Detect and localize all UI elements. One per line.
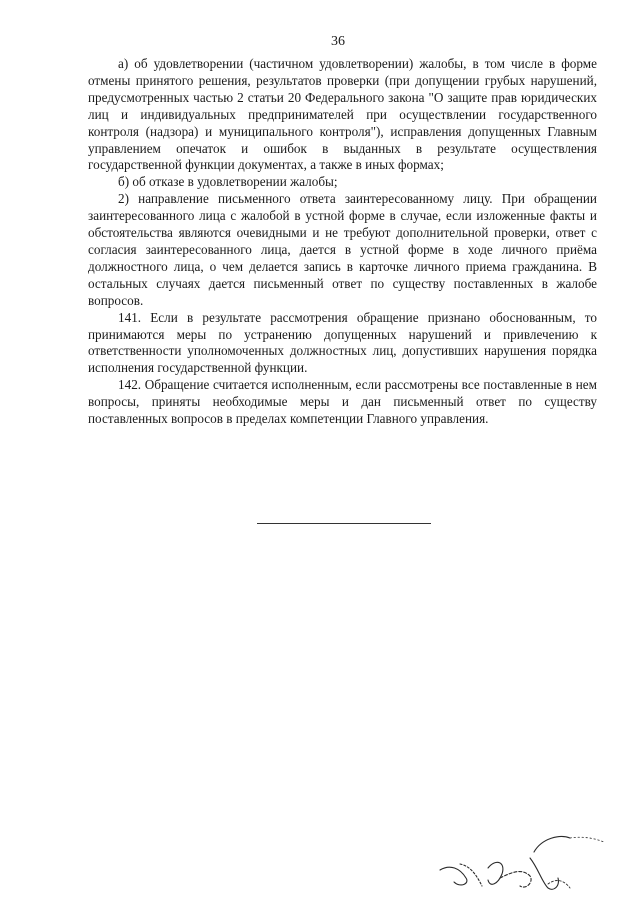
page-number: 36 — [331, 34, 345, 49]
section-divider — [257, 523, 431, 524]
paragraph-item-2: 2) направление письменного ответа заинтересованному лицу. При обращении заинтересованного лица с жалобой в устной форме в случае, если изложенные факты и обстоятельства являются очевидными и не требуют дополнительной проверки, ответ с согласия заинтересованного лица, дается в устной форме в ходе личного приёма должностного лица, о чем делается запись в карточке личного приема гражданина. В остальных случаях дается письменный ответ по существу поставленных в жалобе вопросов. — [88, 191, 597, 308]
paragraph-142: 142. Обращение считается исполненным, если рассмотрены все поставленные в нем вопросы, приняты необходимые меры и дан письменный ответ по существу поставленных вопросов в пределах компетенции Главного управления. — [88, 377, 597, 427]
paragraph-item-a: а) об удовлетворении (частичном удовлетворении) жалобы, в том числе в форме отмены принятого решения, результатов проверки (при допущении грубых нарушений, предусмотренных частью 2 статьи 20 Федерального закона "О защите прав юридических лиц и индивидуальных предпринимателей при осуществлении государственного контроля (надзора) и муниципального контроля"), исправления допущенных Главным управлением опечаток и ошибок в выданных в результате осуществления государственной функции документах, а также в иных формах; — [88, 56, 597, 173]
paragraph-item-b: б) об отказе в удовлетворении жалобы; — [118, 174, 338, 190]
paragraph-141: 141. Если в результате рассмотрения обращение признано обоснованным, то принимаются меры по устранению допущенных нарушений и привлечению к ответственности уполномоченных должностных лиц, допустивших нарушения порядка исполнения государственной функции. — [88, 309, 597, 376]
document-body — [88, 56, 597, 428]
handwritten-signature — [430, 828, 610, 898]
